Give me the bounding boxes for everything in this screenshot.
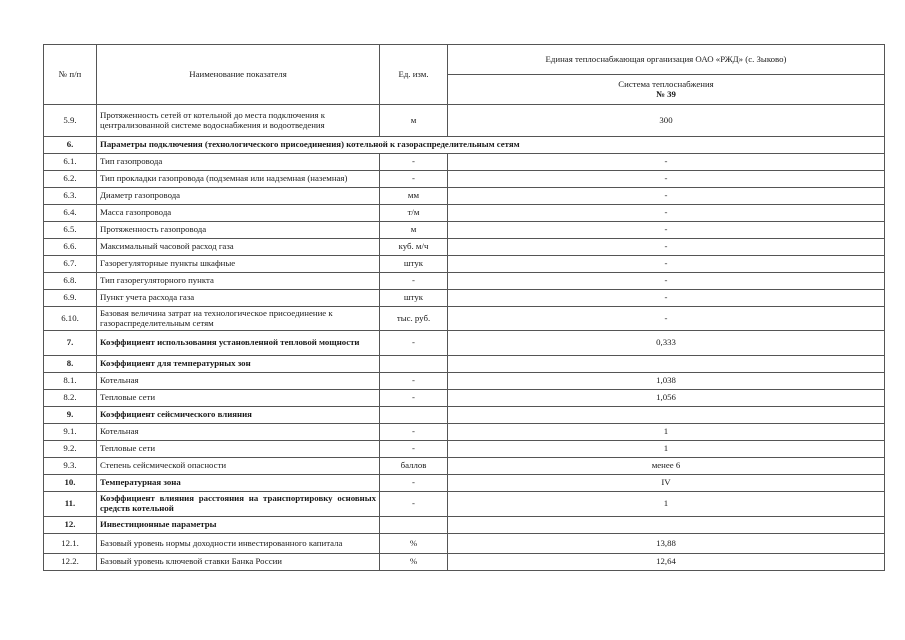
row-name: Протяженность газопровода [97, 222, 380, 239]
row-unit: штук [380, 256, 448, 273]
row-unit: - [380, 424, 448, 441]
table-row [44, 239, 885, 256]
row-value: IV [448, 475, 885, 492]
header-system-line2: № 39 [656, 88, 676, 99]
row-unit: штук [380, 290, 448, 307]
row-value: 1 [448, 424, 885, 441]
table-row [44, 492, 885, 517]
row-value: 1,056 [448, 390, 885, 407]
row-unit: тыс. руб. [380, 307, 448, 331]
row-number: 7. [44, 331, 97, 356]
row-number: 8.1. [44, 373, 97, 390]
row-value: - [448, 188, 885, 205]
row-value [448, 356, 885, 373]
row-value: 300 [448, 105, 885, 137]
table-row [44, 458, 885, 475]
row-number: 6.7. [44, 256, 97, 273]
table-row [44, 307, 885, 331]
section-row [44, 137, 885, 154]
row-number: 6. [44, 137, 97, 154]
table-row [44, 441, 885, 458]
row-name: Базовая величина затрат на технологическое присоединение к газораспределительным сетям [97, 307, 380, 331]
row-value: менее 6 [448, 458, 885, 475]
table-row [44, 356, 885, 373]
row-value: - [448, 222, 885, 239]
row-name: Тепловые сети [97, 390, 380, 407]
row-name: Коэффициент влияния расстояния на транспортировку основных средств котельной [97, 492, 380, 517]
table-row [44, 424, 885, 441]
header-system-line1: Система теплоснабжения [618, 78, 714, 89]
indicators-table [43, 44, 885, 571]
row-unit: куб. м/ч [380, 239, 448, 256]
table-row [44, 290, 885, 307]
row-unit [380, 407, 448, 424]
row-name: Котельная [97, 424, 380, 441]
row-number: 8. [44, 356, 97, 373]
table-row [44, 222, 885, 239]
row-name: Протяженность сетей от котельной до места подключения к централизованной системе водоснабжения и водоотведения [97, 105, 380, 137]
row-number: 6.1. [44, 154, 97, 171]
row-number: 10. [44, 475, 97, 492]
row-value: - [448, 256, 885, 273]
row-name: Газорегуляторные пункты шкафные [97, 256, 380, 273]
row-unit: м [380, 222, 448, 239]
table-row [44, 517, 885, 534]
row-unit: баллов [380, 458, 448, 475]
row-unit: - [380, 273, 448, 290]
header-name: Наименование показателя [97, 45, 380, 105]
row-unit: % [380, 534, 448, 554]
row-number: 6.4. [44, 205, 97, 222]
row-number: 6.2. [44, 171, 97, 188]
row-name: Тепловые сети [97, 441, 380, 458]
header-unit: Ед. изм. [380, 45, 448, 105]
row-name: Пункт учета расхода газа [97, 290, 380, 307]
table-row [44, 154, 885, 171]
row-unit: - [380, 441, 448, 458]
table-row [44, 171, 885, 188]
row-value: - [448, 290, 885, 307]
row-value: - [448, 154, 885, 171]
table-row [44, 273, 885, 290]
row-name: Температурная зона [97, 475, 380, 492]
table-body [44, 45, 885, 571]
row-number: 9. [44, 407, 97, 424]
table-row [44, 188, 885, 205]
table-row [44, 475, 885, 492]
header-row [44, 45, 885, 75]
row-value: - [448, 273, 885, 290]
table-row [44, 205, 885, 222]
row-name: Степень сейсмической опасности [97, 458, 380, 475]
row-number: 11. [44, 492, 97, 517]
row-unit: % [380, 554, 448, 571]
row-number: 9.1. [44, 424, 97, 441]
row-value: 12,64 [448, 554, 885, 571]
row-name: Коэффициент сейсмического влияния [97, 407, 380, 424]
row-name: Базовый уровень ключевой ставки Банка России [97, 554, 380, 571]
row-name: Котельная [97, 373, 380, 390]
header-system [448, 75, 885, 105]
row-unit: - [380, 475, 448, 492]
row-value: 1 [448, 441, 885, 458]
row-name: Тип газопровода [97, 154, 380, 171]
row-number: 5.9. [44, 105, 97, 137]
row-name: Коэффициент для температурных зон [97, 356, 380, 373]
row-unit: мм [380, 188, 448, 205]
section-title: Параметры подключения (технологического присоединения) котельной к газораспределительным сетям [97, 137, 885, 154]
row-name: Тип газорегуляторного пункта [97, 273, 380, 290]
row-value: - [448, 307, 885, 331]
row-unit [380, 517, 448, 534]
row-value: 13,88 [448, 534, 885, 554]
table-row [44, 407, 885, 424]
row-unit: м [380, 105, 448, 137]
table-row [44, 554, 885, 571]
row-name: Масса газопровода [97, 205, 380, 222]
row-number: 6.9. [44, 290, 97, 307]
row-number: 12.2. [44, 554, 97, 571]
table-row [44, 373, 885, 390]
row-unit: т/м [380, 205, 448, 222]
row-number: 9.3. [44, 458, 97, 475]
row-value: - [448, 205, 885, 222]
row-number: 6.3. [44, 188, 97, 205]
row-unit: - [380, 331, 448, 356]
row-number: 12.1. [44, 534, 97, 554]
row-name: Тип прокладки газопровода (подземная или надземная (наземная) [97, 171, 380, 188]
row-name: Инвестиционные параметры [97, 517, 380, 534]
row-unit: - [380, 373, 448, 390]
row-value [448, 407, 885, 424]
row-name: Диаметр газопровода [97, 188, 380, 205]
row-unit: - [380, 154, 448, 171]
row-number: 6.8. [44, 273, 97, 290]
row-unit [380, 356, 448, 373]
row-unit: - [380, 171, 448, 188]
header-num: № п/п [44, 45, 97, 105]
header-org: Единая теплоснабжающая организация ОАО «РЖД» (с. Зыково) [448, 45, 885, 75]
table-row [44, 390, 885, 407]
row-number: 12. [44, 517, 97, 534]
row-name: Базовый уровень нормы доходности инвестированного капитала [97, 534, 380, 554]
row-number: 8.2. [44, 390, 97, 407]
row-value: - [448, 239, 885, 256]
row-value: 1 [448, 492, 885, 517]
table-row [44, 534, 885, 554]
table-row [44, 105, 885, 137]
row-value: - [448, 171, 885, 188]
row-unit: - [380, 390, 448, 407]
row-value: 0,333 [448, 331, 885, 356]
row-value: 1,038 [448, 373, 885, 390]
row-number: 6.6. [44, 239, 97, 256]
row-number: 6.10. [44, 307, 97, 331]
row-name: Коэффициент использования установленной тепловой мощности [97, 331, 380, 356]
row-number: 6.5. [44, 222, 97, 239]
row-unit: - [380, 492, 448, 517]
row-number: 9.2. [44, 441, 97, 458]
row-value [448, 517, 885, 534]
table-row [44, 331, 885, 356]
table-row [44, 256, 885, 273]
row-name: Максимальный часовой расход газа [97, 239, 380, 256]
